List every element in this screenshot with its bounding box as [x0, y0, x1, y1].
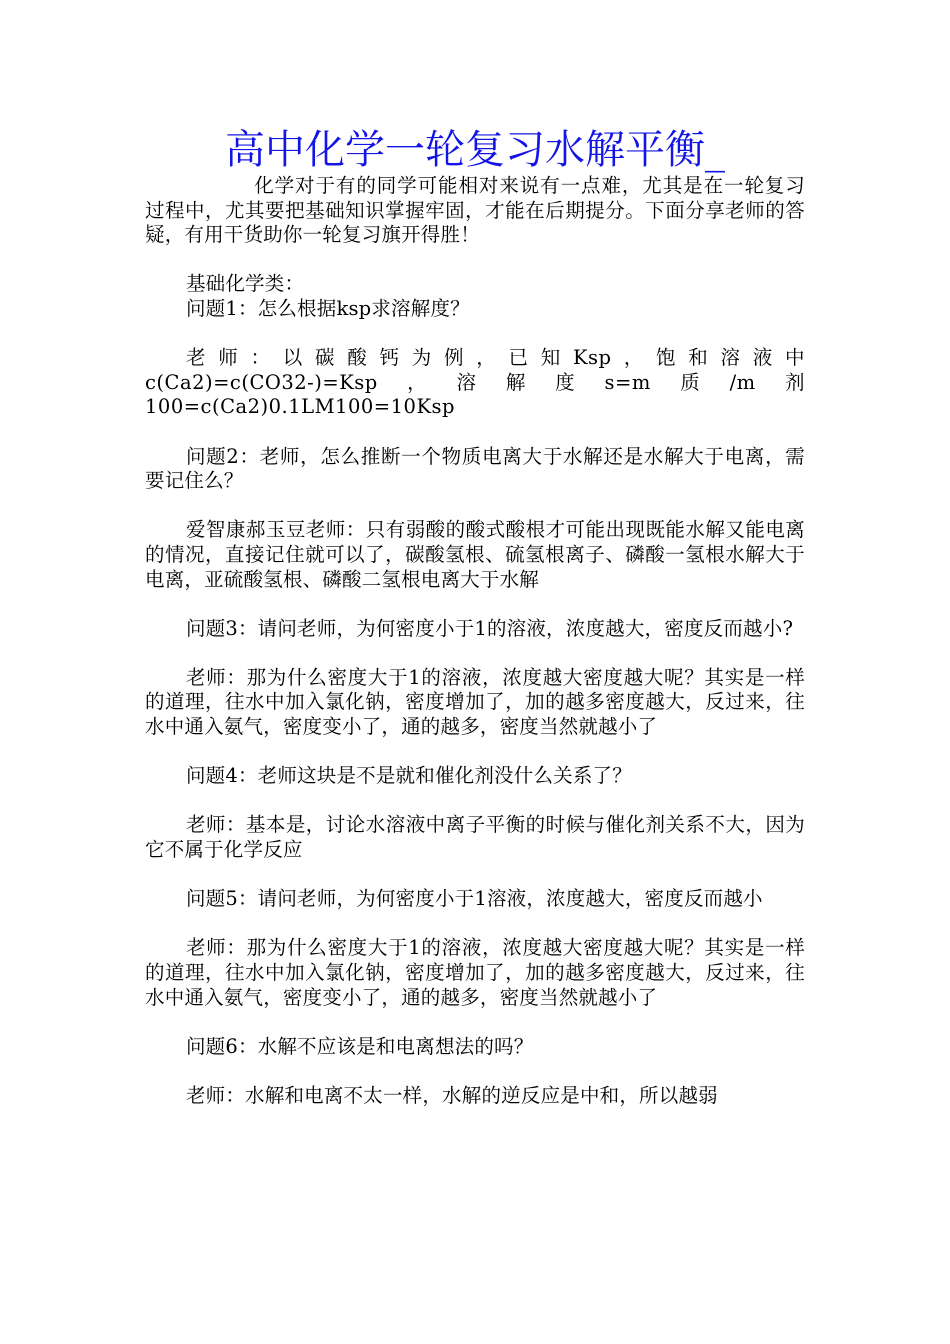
answer-4: 老师：基本是，讨论水溶液中离子平衡的时候与催化剂关系不大，因为它不属于化学反应 [145, 813, 805, 862]
document-body [145, 174, 805, 1109]
question-6: 问题6：水解不应该是和电离想法的吗？ [185, 1034, 534, 1058]
document-title: 高中化学一轮复习水解平衡_ [225, 127, 725, 173]
question-2: 问题2：老师，怎么推断一个物质电离大于水解还是水解大于电离，需要记住么？ [145, 444, 805, 493]
answer-2: 爱智康郝玉豆老师：只有弱酸的酸式酸根才可能出现既能水解又能电离的情况，直接记住就可以了，碳酸氢根、硫氢根离子、磷酸一氢根水解大于电离，亚硫酸氢根、磷酸二氢根电离大于水解 [145, 518, 805, 591]
answer-1: 老师：以碳酸钙为例，已知Ksp，饱和溶液中c(Ca2)=c(CO32-)=Ksp，溶解度s=m质/m剂100=c(Ca2)0.1LM100=10Ksp [145, 346, 805, 419]
question-1: 问题1：怎么根据ksp求溶解度？ [185, 296, 470, 320]
question-4: 问题4：老师这块是不是就和催化剂没什么关系了？ [185, 764, 632, 788]
section-heading: 基础化学类： [185, 272, 305, 296]
answer-3: 老师：那为什么密度大于1的溶液，浓度越大密度越大呢？其实是一样的道理，往水中加入氯化钠，密度增加了，加的越多密度越大，反过来，往水中通入氨气，密度变小了，通的越多，密度当然就越小了 [145, 665, 805, 739]
intro-paragraph: 化学对于有的同学可能相对来说有一点难，尤其是在一轮复习过程中，尤其要把基础知识掌握牢固，才能在后期提分。下面分享老师的答疑，有用干货助你一轮复习旗开得胜！ [145, 174, 805, 247]
question-5: 问题5：请问老师，为何密度小于1溶液，浓度越大，密度反而越小 [185, 887, 763, 911]
question-3: 问题3：请问老师，为何密度小于1的溶液，浓度越大，密度反而越小? [185, 616, 794, 640]
answer-5: 老师：那为什么密度大于1的溶液，浓度越大密度越大呢？其实是一样的道理，往水中加入氯化钠，密度增加了，加的越多密度越大，反过来，往水中通入氨气，密度变小了，通的越多，密度当然就越小了 [145, 936, 805, 1009]
answer-6: 老师：水解和电离不太一样，水解的逆反应是中和，所以越弱 [185, 1083, 718, 1107]
